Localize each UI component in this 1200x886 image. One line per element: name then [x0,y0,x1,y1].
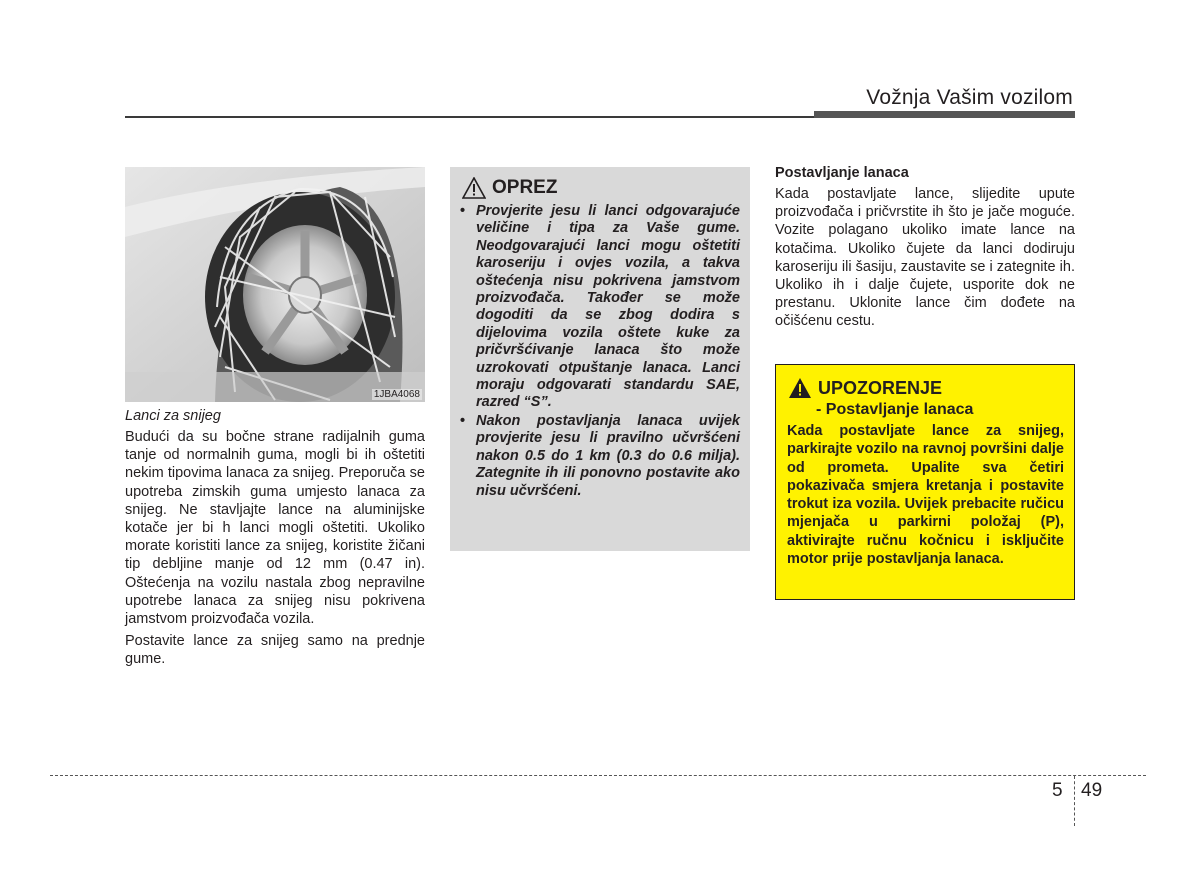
header-rule-accent [814,111,1075,118]
caution-header [462,177,557,199]
caution-title: OPREZ [492,177,558,198]
page-number: 49 [1081,780,1103,801]
caution-item-text: Provjerite jesu li lanci odgovarajuće veličine i tipa za Vaše gume. Neodgovarajući lanci mogu oštetiti karoseriju i ovjes vozila, a takva oštećenja nisu pokrivena jamstvom proizvođača. Također se može dogoditi da se zbog dodira s dijelovima vozila oštete kuke za pričvršćivanje lanaca što može uzrokovati otpuštanje lanaca. Lanci moraju odgovarati standardu SAE, razred “S”. [476,203,740,411]
paragraph: Budući da su bočne strane radijalnih guma tanje od normalnih guma, mogli bi ih oštetiti nekim tipovima lanaca za snijeg. Preporuča se upotreba zimskih guma umjesto lanaca za snijeg. Ne stavljajte lance na aluminijske kotače jer bi h lanci mogli oštetiti. Ukoliko morate koristiti lance za snijeg, koristite žičani tip debljine manje od 12 mm (0.47 in). Oštećenja na vozilu nastala zbog nepravilne upotrebe lanaca za snijeg nisu pokrivena jamstvom proizvođača vozila. [125,429,425,628]
section-heading: Postavljanje lanaca [775,165,909,181]
paragraph: Postavite lance za snijeg samo na prednje gume. [125,633,425,668]
caution-list [460,203,740,501]
chapter-number: 5 [1052,780,1063,801]
image-code: 1JBA4068 [373,389,420,400]
warning-header [788,377,942,399]
warning-text: Kada postavljate lance za snijeg, parkirajte vozilo na ravnoj površini dalje od prometa. Upalite sva četiri pokazivača smjera kretanja i postavite trokut iza vozila. Uvijek prebacite ručicu mjenjača u parkirni položaj (P), aktivirajte ručnu kočnicu i isključite motor prije postavljanja lanaca. [787,423,1064,568]
figure-caption: Lanci za snijeg [125,408,221,424]
wheel-with-chain-illustration [125,167,425,402]
bullet: • [460,412,466,429]
warning-subtitle: - Postavljanje lanaca [816,401,974,418]
caution-item-text: Nakon postavljanja lanaca uvijek provjerite jesu li pravilno učvršćeni nakon 0.5 do 1 km (0.3 do 0.6 milja). Zategnite ih ili ponovno postavite ako nisu učvršćeni. [476,412,740,499]
bullet: • [460,203,466,219]
warning-title: UPOZORENJE [818,377,943,398]
footer-divider [50,775,1146,776]
caution-item [460,413,740,500]
page-header-title: Vožnja Vašim vozilom [866,86,1073,109]
warning-box [775,364,1075,600]
body-text-column-3: Kada postavljate lance, slijedite upute proizvođača i pričvrstite ih što je jače moguće. Vozite polagano ukoliko imate lance na kotačima. Ukoliko čujete da lanci dodiruju karoseriju ili šasiju, zaustavite se i zategnite ih. Ukoliko ih i dalje čujete, usporite dok ne prestanu. Uklonite lance čim dođete na očišćenu cestu. [775,186,1075,330]
footer-vertical-divider [1074,776,1075,826]
warning-triangle-icon [462,177,486,199]
snow-chain-photo [125,167,425,402]
body-text-column-1 [125,428,425,673]
warning-triangle-icon [788,377,812,399]
caution-box [450,167,750,551]
caution-item [460,203,740,412]
